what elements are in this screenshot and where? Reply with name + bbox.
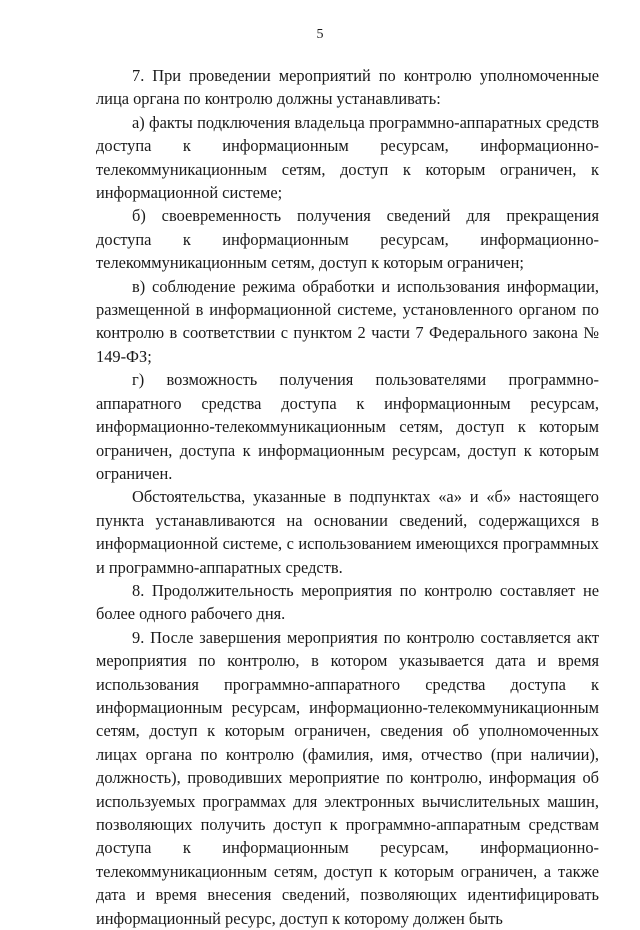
paragraph-7v: в) соблюдение режима обработки и использования информации, размещенной в информационной системе, установленного органом по контролю в соответствии с пунктом 2 части 7 Федерального закона № 149-ФЗ; [96,276,599,366]
paragraph-9: 9. После завершения мероприятия по контролю составляется акт мероприятия по контролю, в котором указывается дата и время использования программно-аппаратного средства доступа к информационным ресурсам, информационно-телекоммуникационным сетям, доступ к которым ограничен, сведения об уполномоченных лицах органа по контролю (фамилия, имя, отчество (при наличии), должность), проводивших мероприятие по контролю, информация об используемых программах для электронных вычислительных машин, позволяющих получить доступ к программно-аппаратным средствам доступа к информационным ресурсам, информационно-телекоммуникационным сетям, доступ к которым ограничен, а также дата и время внесения сведений, позволяющих идентифицировать информационный ресурс, доступ к которому должен быть [96,627,599,928]
paragraph-7: 7. При проведении мероприятий по контролю уполномоченные лица органа по контролю должны устанавливать: [96,66,599,109]
document-body [96,64,599,930]
paragraph-circumstances: Обстоятельства, указанные в подпунктах «а» и «б» настоящего пункта устанавливаются на основании сведений, содержащихся в информационной системе, с использованием имеющихся программных и программно-аппаратных средств. [96,487,599,577]
paragraph-7a: а) факты подключения владельца программно-аппаратных средств доступа к информационным ресурсам, информационно-телекоммуникационным сетям, доступ к которым ограничен, к информационной системе; [96,112,599,203]
page-number: 5 [316,27,324,42]
paragraph-7g: г) возможность получения пользователями программно-аппаратного средства доступа к информационным ресурсам, информационно-телекоммуникационным сетям, доступ к которым ограничен, доступа к информационным ресурсам, доступ к которым ограничен. [96,370,599,483]
paragraph-8: 8. Продолжительность мероприятия по контролю составляет не более одного рабочего дня. [96,580,599,624]
paragraph-7b: б) своевременность получения сведений для прекращения доступа к информационным ресурсам, информационно-телекоммуникационным сетям, доступ к которым ограничен; [96,206,599,273]
